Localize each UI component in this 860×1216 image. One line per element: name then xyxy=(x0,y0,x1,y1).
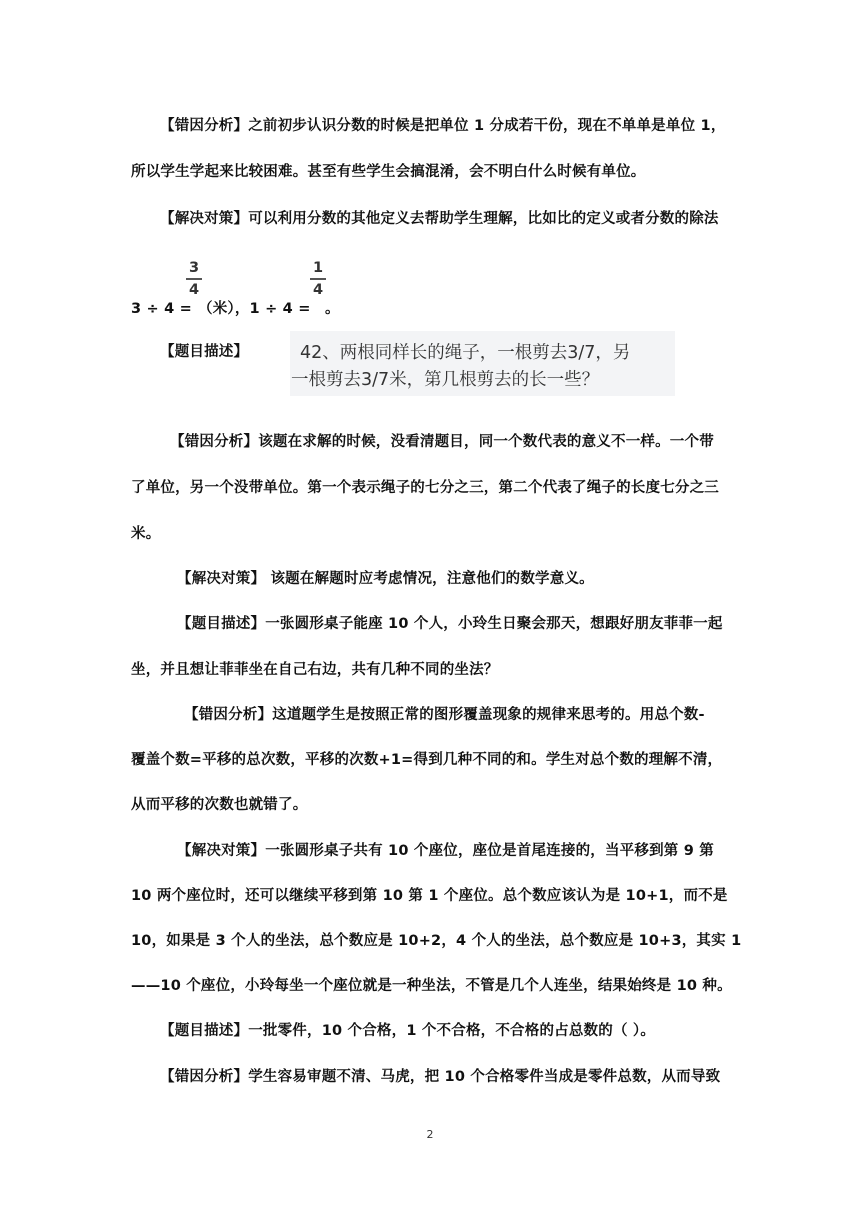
fraction-bar xyxy=(310,278,326,280)
solution-1-line-1: 【解决对策】可以利用分数的其他定义去帮助学生理解，比如比的定义或者分数的除法 xyxy=(160,211,719,227)
problem-2-line-2: 坐，并且想让菲菲坐在自己右边，共有几种不同的坐法？ xyxy=(131,662,499,678)
fraction-numerator: 3 xyxy=(188,260,200,276)
error-analysis-3-line-1: 【错因分析】这道题学生是按照正常的图形覆盖现象的规律来思考的。用总个数- xyxy=(184,707,705,723)
fraction-three-quarters xyxy=(185,259,203,299)
formula-part-1: 3 ÷ 4 = xyxy=(131,301,193,317)
problem-description-label: 【题目描述】 xyxy=(160,344,249,360)
formula-part-2: （米），1 ÷ 4 = xyxy=(198,301,311,317)
fraction-denominator: 4 xyxy=(312,281,324,298)
fraction-numerator: 1 xyxy=(312,260,324,276)
solution-3-line-3: 10，如果是 3 个人的坐法，总个数应是 10+2，4 个人的坐法，总个数应是 10+3，其实 1 xyxy=(131,933,742,949)
solution-3-line-2: 10 两个座位时，还可以继续平移到第 10 第 1 个座位。总个数应该认为是 10+1，而不是 xyxy=(131,888,728,904)
solution-2-line-1: 【解决对策】 该题在解题时应考虑情况，注意他们的数学意义。 xyxy=(177,571,594,587)
fraction-denominator: 4 xyxy=(188,281,200,298)
problem-2-line-1: 【题目描述】一张圆形桌子能座 10 个人，小玲生日聚会那天，想跟好朋友菲菲一起 xyxy=(177,616,723,632)
error-analysis-2-line-3: 米。 xyxy=(131,526,161,542)
fraction-one-quarter xyxy=(309,259,327,299)
solution-3-line-1: 【解决对策】一张圆形桌子共有 10 个座位，座位是首尾连接的，当平移到第 9 第 xyxy=(177,843,714,859)
formula-part-3: 。 xyxy=(325,301,340,317)
problem-image-line-1: 42、两根同样长的绳子，一根剪去3/7，另 xyxy=(300,343,631,363)
fraction-bar xyxy=(186,278,202,280)
error-analysis-3-line-3: 从而平移的次数也就错了。 xyxy=(131,797,308,813)
error-analysis-2-line-1: 【错因分析】该题在求解的时候，没看清题目，同一个数代表的意义不一样。一个带 xyxy=(170,434,714,450)
error-analysis-4-line-1: 【错因分析】学生容易审题不清、马虎，把 10 个合格零件当成是零件总数，从而导致 xyxy=(160,1069,721,1085)
problem-3-line-1: 【题目描述】一批零件，10 个合格，1 个不合格，不合格的占总数的（ ）。 xyxy=(160,1023,656,1039)
error-analysis-1-line-2: 所以学生学起来比较困难。甚至有些学生会搞混淆，会不明白什么时候有单位。 xyxy=(131,164,646,180)
error-analysis-3-line-2: 覆盖个数=平移的总次数，平移的次数+1=得到几种不同的和。学生对总个数的理解不清， xyxy=(131,752,723,768)
page-number: 2 xyxy=(426,1128,434,1141)
error-analysis-2-line-2: 了单位，另一个没带单位。第一个表示绳子的七分之三，第二个代表了绳子的长度七分之三 xyxy=(131,480,719,496)
solution-3-line-4: ——10 个座位，小玲每坐一个座位就是一种坐法，不管是几个人连坐，结果始终是 10 种。 xyxy=(131,978,732,994)
error-analysis-1-line-1: 【错因分析】之前初步认识分数的时候是把单位 1 分成若干份，现在不单单是单位 1， xyxy=(160,118,726,134)
problem-image-line-2: 一根剪去3/7米，第几根剪去的长一些？ xyxy=(291,370,600,390)
problem-image xyxy=(290,331,675,396)
